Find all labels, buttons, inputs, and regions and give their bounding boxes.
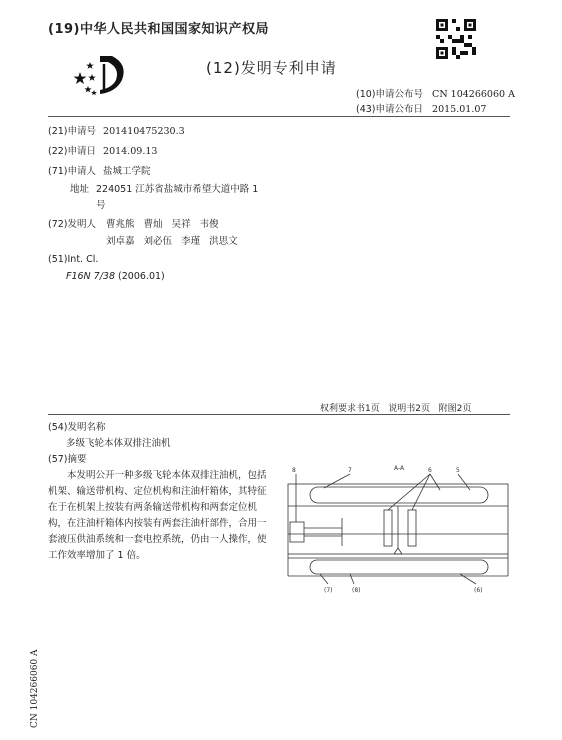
int-cl-label: (51)Int. Cl. bbox=[48, 254, 99, 265]
abstract-label: (57)摘要 bbox=[48, 454, 87, 465]
part-label: 7 bbox=[348, 467, 352, 474]
publication-date: 2015.01.07 bbox=[432, 104, 487, 115]
header-rule bbox=[48, 116, 510, 117]
part-label: 5 bbox=[456, 467, 460, 474]
publication-number-label: (10)申请公布号 bbox=[356, 89, 424, 100]
abstract-drawing bbox=[280, 462, 512, 596]
part-label: (7) bbox=[324, 587, 333, 594]
invention-title: 多级飞轮本体双排注油机 bbox=[66, 438, 171, 449]
address-line2: 号 bbox=[96, 200, 106, 211]
motor-block bbox=[290, 522, 304, 542]
page-counts: 权利要求书1页 说明书2页 附图2页 bbox=[320, 404, 472, 414]
publication-kind: (12)发明专利申请 bbox=[206, 59, 337, 77]
publication-number-row bbox=[356, 86, 515, 100]
inventors-line2: 刘卓嘉 刘必伍 李瑾 洪思文 bbox=[106, 236, 238, 247]
oil-rod-left bbox=[384, 510, 392, 546]
oil-rod-right bbox=[408, 510, 416, 546]
application-number: 201410475230.3 bbox=[103, 126, 185, 137]
leader-8b bbox=[350, 574, 354, 584]
application-date-label: (22)申请日 bbox=[48, 146, 97, 157]
int-cl-code: F16N 7/38 bbox=[66, 271, 116, 282]
center-mark bbox=[394, 548, 402, 554]
part-label: 8 bbox=[292, 467, 296, 474]
applicant-label: (71)申请人 bbox=[48, 166, 97, 177]
inventors-label: (72)发明人 bbox=[48, 219, 97, 230]
pages-rule bbox=[48, 414, 510, 415]
inventors-line1: 曹兆熊 曹灿 吴祥 韦俊 bbox=[106, 219, 219, 230]
part-label: 6 bbox=[428, 467, 432, 474]
int-cl-year: (2006.01) bbox=[118, 271, 165, 282]
leader-6a bbox=[388, 474, 430, 510]
lower-conveyor bbox=[310, 560, 488, 574]
applicant-row bbox=[48, 163, 151, 177]
publication-date-label: (43)申请公布日 bbox=[356, 104, 424, 115]
application-date: 2014.09.13 bbox=[103, 146, 158, 157]
part-label: (8) bbox=[352, 587, 361, 594]
leader-6b bbox=[412, 474, 430, 510]
publication-number: CN 104266060 A bbox=[432, 89, 515, 100]
leader-5 bbox=[458, 474, 470, 490]
cnipa-logo bbox=[70, 50, 132, 96]
abstract-text: 本发明公开一种多级飞轮本体双排注油机，包括机架、输送带机构、定位机构和注油杆箱体，其特征在于在机架上按装有两条输送带机构和两套定位机构，在注油杆箱体内按装有两套注油杆部件，合用一套液压供油系统和一套电控系统，仍由一人操作，使工作效率增加了 1 倍。 bbox=[48, 470, 267, 561]
leader-7 bbox=[324, 474, 350, 488]
address-label: 地址 bbox=[70, 184, 90, 195]
part-label: (6) bbox=[474, 587, 483, 594]
section-mark: A-A bbox=[394, 465, 405, 472]
application-date-row bbox=[48, 143, 157, 157]
side-publication-number: CN 104266060 A bbox=[30, 649, 40, 728]
application-number-row bbox=[48, 123, 185, 137]
qr-code bbox=[436, 19, 476, 59]
application-number-label: (21)申请号 bbox=[48, 126, 97, 137]
leader-7b bbox=[320, 574, 328, 584]
address-line1: 224051 江苏省盐城市希望大道中路 1 bbox=[96, 184, 259, 195]
office-name: (19)中华人民共和国国家知识产权局 bbox=[48, 22, 269, 37]
int-cl-row bbox=[66, 271, 165, 282]
publication-date-row bbox=[356, 101, 486, 115]
leader-6b-bottom bbox=[460, 574, 476, 584]
applicant-name: 盐城工学院 bbox=[103, 166, 151, 177]
title-label: (54)发明名称 bbox=[48, 422, 106, 433]
